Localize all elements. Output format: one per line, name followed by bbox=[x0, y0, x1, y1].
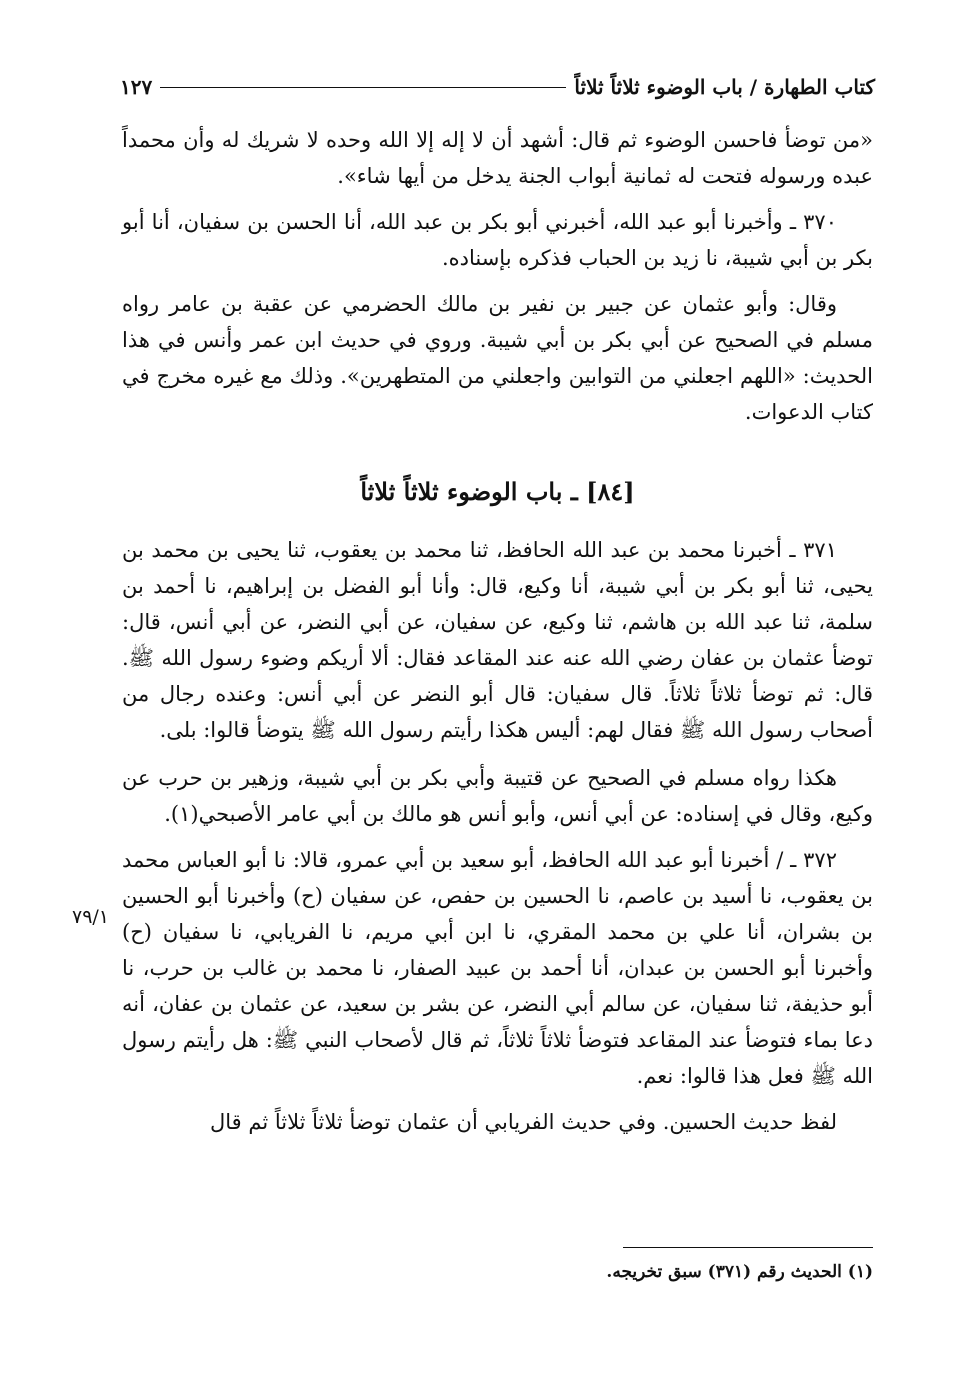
section-title: [٨٤] ـ باب الوضوء ثلاثاً ثلاثاً bbox=[360, 477, 635, 506]
paragraph: ٣٧٢ ـ / أخبرنا أبو عبد الله الحافظ، أبو سعيد بن أبي عمرو، قالا: نا أبو العباس محمد بن يعقوب، نا أسيد بن عاصم، نا الحسين بن حفص، عن سفيان (ح) وأخبرنا أبو الحسين بن بشران، أنا علي بن محمد المقري، نا ابن أبي مريم، نا الفريابي، نا سفيان (ح) وأخبرنا أبو الحسن بن عبدان، أنا أحمد بن عبيد الصفار، نا محمد بن غالب بن حرب، نا أبو حذيفة، ثنا سفيان، عن سالم أبي النضر، عن بشر بن سعيد، عن عثمان بن عفان، أنه دعا بماء فتوضأ عند المقاعد فتوضأ ثلاثاً ثلاثاً، ثم قال لأصحاب النبي ﷺ: هل رأيتم رسول الله ﷺ فعل هذا قالوا: نعم. bbox=[122, 848, 873, 1088]
page-header bbox=[120, 72, 875, 102]
paragraph: ٣٧١ ـ أخبرنا محمد بن عبد الله الحافظ، ثنا محمد بن يعقوب، ثنا يحيى بن محمد بن يحيى، ثنا أبو بكر بن أبي شيبة، أنا وكيع، قال: وأنا أبو الفضل بن إبراهيم، نا أحمد بن سلمة، ثنا عبد الله بن هاشم، ثنا وكيع، عن سفيان، عن أبي النضر، عن أبي أنس، قال: توضأ عثمان بن عفان رضي الله عنه عند المقاعد فقال: ألا أريكم وضوء رسول الله ﷺ. قال: ثم توضأ ثلاثاً ثلاثاً. قال سفيان: قال أبو النضر عن أبي أنس: وعنده رجال من أصحاب رسول الله ﷺ فقال لهم: أليس هكذا رأيتم رسول الله ﷺ يتوضأ قالوا: بلى. bbox=[122, 538, 873, 742]
footnote-rule bbox=[623, 1247, 873, 1248]
margin-reference: ٧٩/١ bbox=[72, 906, 110, 928]
paragraph: وقال: وأبو عثمان عن جبير بن نفير بن مالك الحضرمي عن عقبة بن عامر رواه مسلم في الصحيح عن أبي بكر بن أبي شيبة. وروي في حديث ابن عمر وأنس في هذا الحديث: «اللهم اجعلني من التوابين واجعلني من المتطهرين». وذلك مع غيره مخرج في كتاب الدعوات. bbox=[122, 292, 873, 424]
text-block-top bbox=[122, 122, 873, 430]
running-title: كتاب الطهارة / باب الوضوء ثلاثاً ثلاثاً bbox=[574, 75, 875, 99]
paragraph: ٣٧٠ ـ وأخبرنا أبو عبد الله، أخبرني أبو بكر بن عبد الله، أنا الحسن بن سفيان، أنا أبو بكر بن أبي شيبة، نا زيد بن الحباب فذكره بإسناده. bbox=[122, 210, 873, 270]
paragraph: هكذا رواه مسلم في الصحيح عن قتيبة وأبي بكر بن أبي شيبة، وزهير بن حرب عن وكيع، وقال في إسناده: عن أبي أنس، وأبو أنس هو مالك بن أبي عامر الأصبحي(١). bbox=[122, 766, 873, 826]
header-rule bbox=[160, 87, 566, 88]
text-block-bottom bbox=[122, 532, 873, 1140]
page-number: ١٢٧ bbox=[120, 75, 153, 99]
footnote: (١) الحديث رقم (٣٧١) سبق تخريجه. bbox=[606, 1262, 873, 1282]
paragraph: لفظ حديث الحسين. وفي حديث الفريابي أن عثمان توضأ ثلاثاً ثلاثاً ثم قال bbox=[210, 1110, 837, 1134]
paragraph: «من توضأ فاحسن الوضوء ثم قال: أشهد أن لا إله إلا الله وحده لا شريك له وأن محمداً عبده ورسوله فتحت له ثمانية أبواب الجنة يدخل من أيها شاء». bbox=[122, 128, 873, 188]
